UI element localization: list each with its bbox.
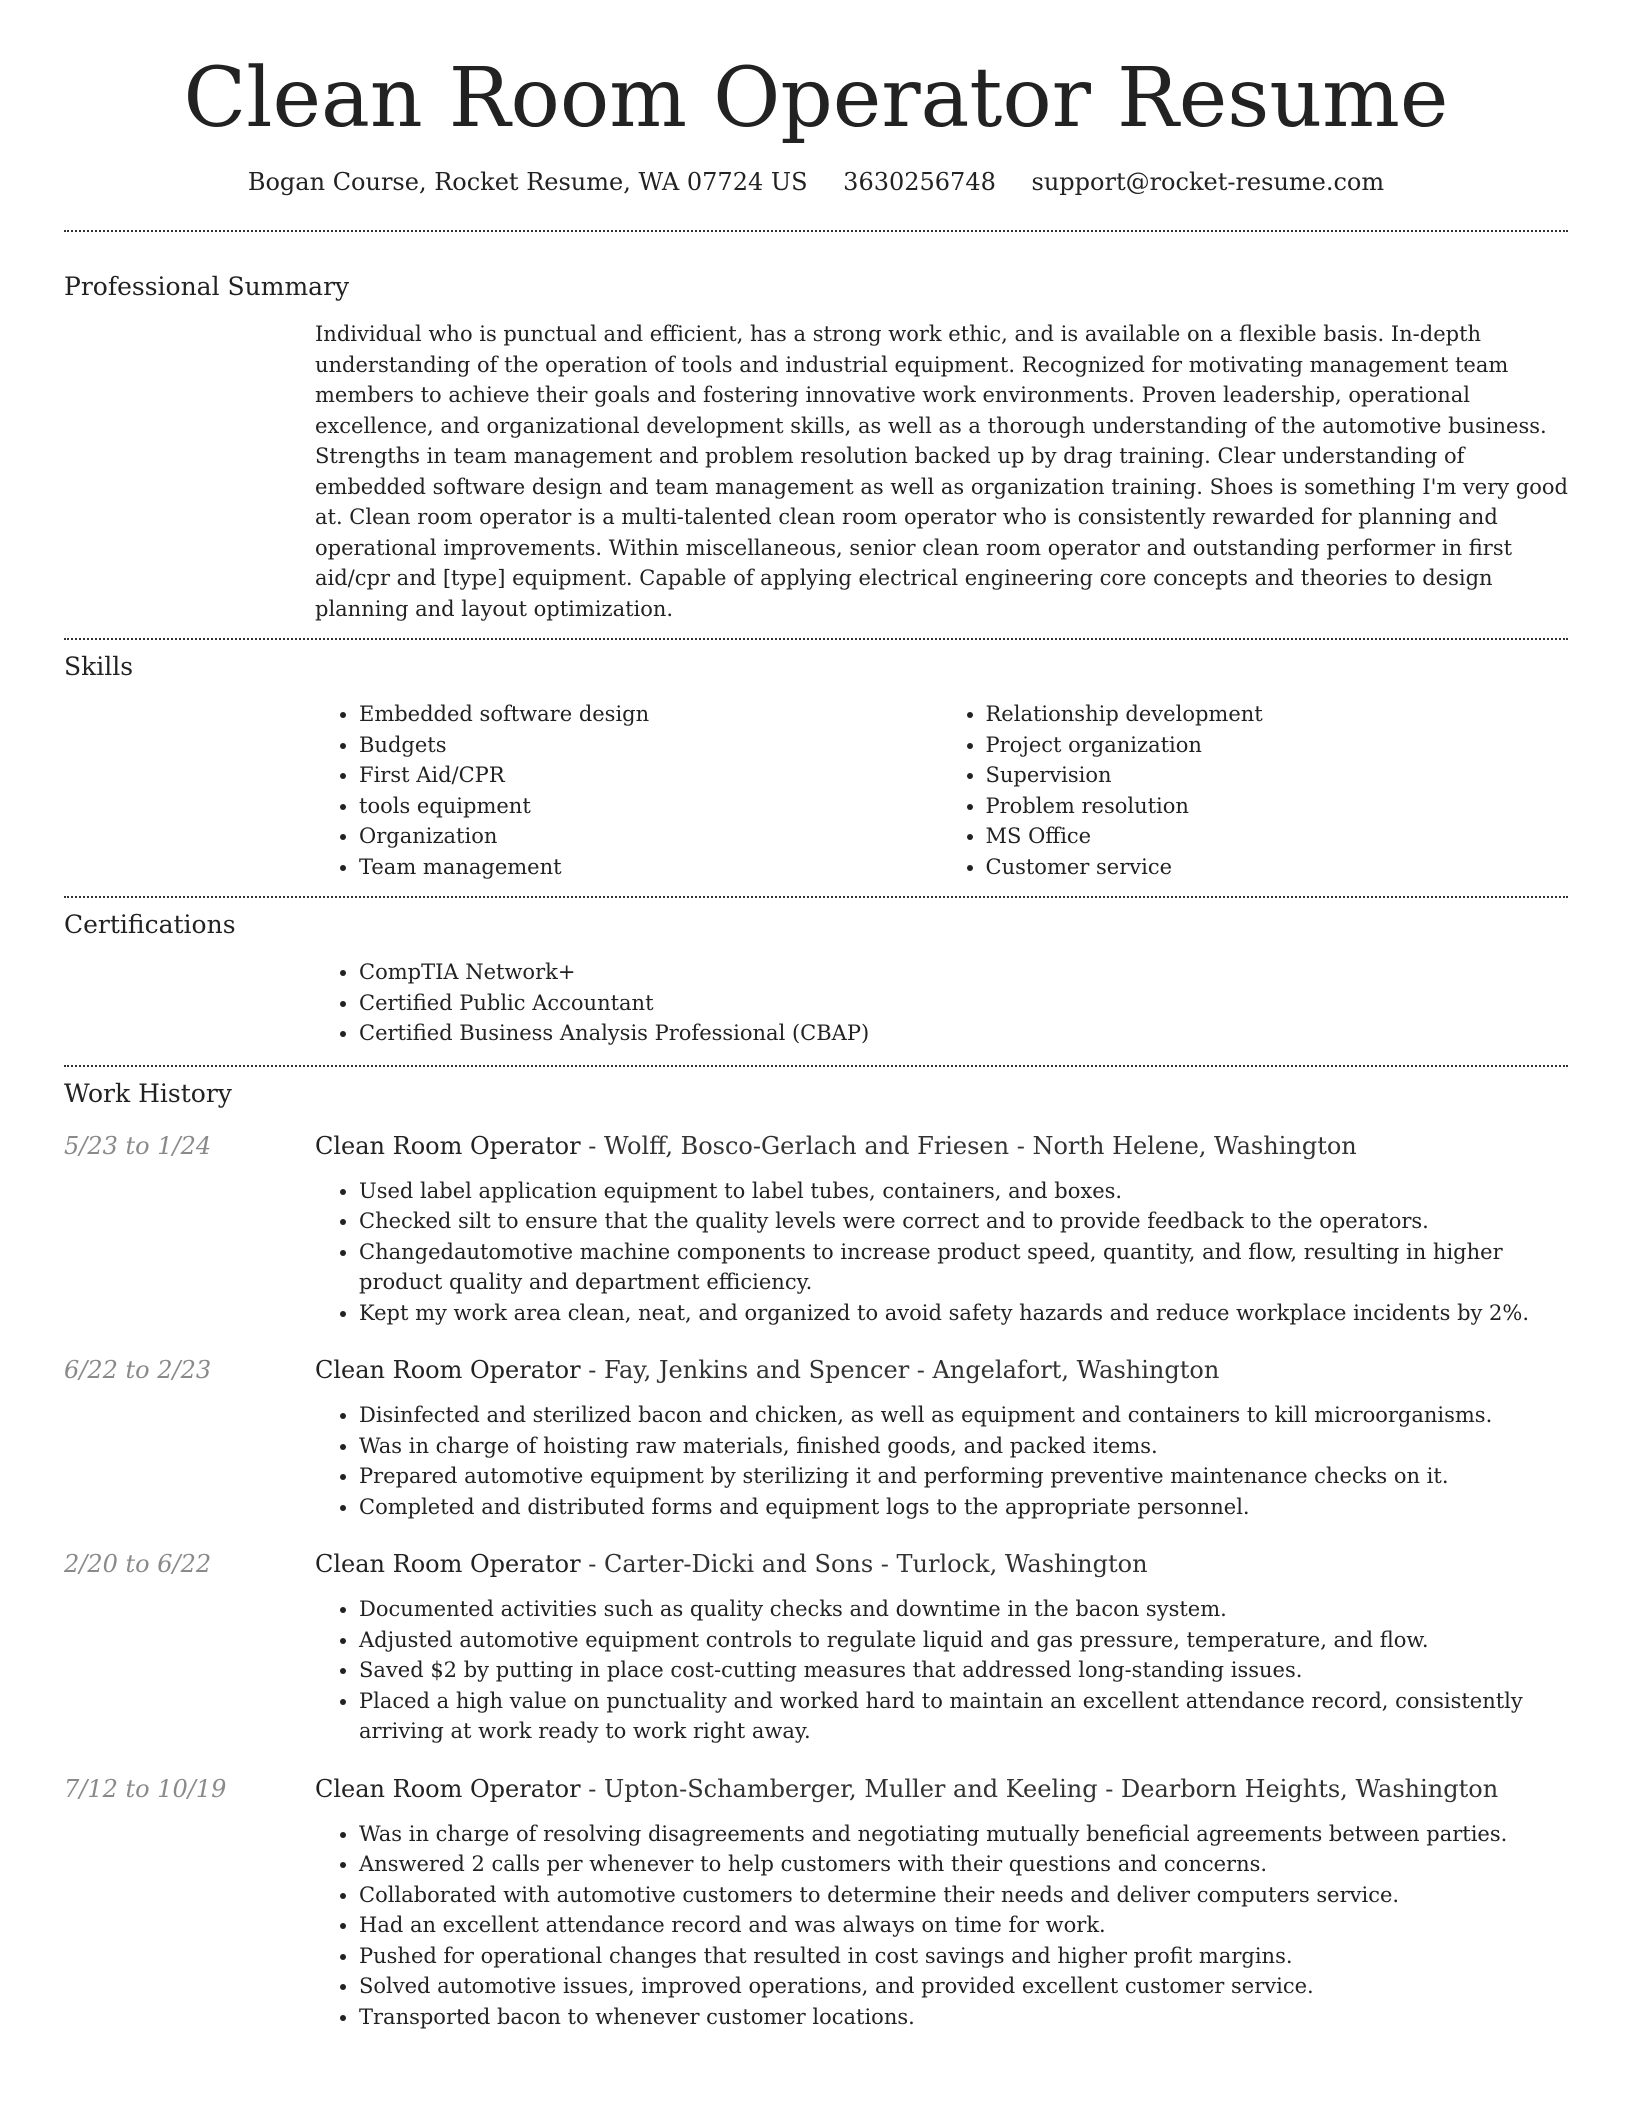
contact-phone: 3630256748	[843, 168, 996, 197]
job-dates: 7/12 to 10/19	[64, 1774, 227, 1803]
job-bullets	[315, 1176, 1568, 1329]
job-entry	[64, 1130, 1568, 1329]
job-entry	[64, 1773, 1568, 2033]
job-role: Clean Room Operator	[315, 1550, 581, 1579]
job-bullet: • Prepared automotive equipment by sterilizing it and performing preventive maintenance checks on it.	[359, 1461, 1568, 1492]
job-bullet: • Transported bacon to whenever customer locations.	[359, 2002, 1568, 2033]
job-bullet: • Completed and distributed forms and equipment logs to the appropriate personnel.	[359, 1492, 1568, 1523]
job-bullet: • Documented activities such as quality checks and downtime in the bacon system.	[359, 1594, 1568, 1625]
skill-item: • MS Office	[986, 821, 1569, 852]
job-bullet: • Collaborated with automotive customers to determine their needs and deliver computers service.	[359, 1880, 1568, 1911]
certifications-section	[64, 898, 1568, 1049]
job-bullet: • Used label application equipment to label tubes, containers, and boxes.	[359, 1176, 1568, 1207]
skill-item: • Relationship development	[986, 699, 1569, 730]
contact-address: Bogan Course, Rocket Resume, WA 07724 US	[247, 168, 808, 197]
skill-item: • Project organization	[986, 730, 1569, 761]
job-dates: 5/23 to 1/24	[64, 1131, 212, 1160]
certification-item: • CompTIA Network+	[359, 957, 1568, 988]
job-bullet: • Checked silt to ensure that the quality levels were correct and to provide feedback to the operators.	[359, 1206, 1568, 1237]
job-details	[315, 1548, 1568, 1747]
work-heading: Work History	[64, 1078, 232, 1108]
job-role: Clean Room Operator	[315, 1356, 581, 1385]
summary-text: Individual who is punctual and efficient, has a strong work ethic, and is available on a flexible basis. In-depth understanding of the operation of tools and industrial equipment. Recognized for motivating management team members to achieve their goals and fostering innovative work environments. Proven leadership, operational excellence, and organizational development skills, as well as a thorough understanding of the automotive business. Strengths in team management and problem resolution backed up by drag training. Clear understanding of embedded software design and team management as well as organization training. Shoes is something I'm very good at. Clean room operator is a multi-talented clean room operator who is consistently rewarded for planning and operational improvements. Within miscellaneous, senior clean room operator and outstanding performer in first aid/cpr and [type] equipment. Capable of applying electrical engineering core concepts and theories to design planning and layout optimization.	[315, 322, 1568, 621]
skill-item: • Supervision	[986, 760, 1569, 791]
job-bullet: • Answered 2 calls per whenever to help customers with their questions and concerns.	[359, 1849, 1568, 1880]
work-section	[64, 1067, 1568, 2033]
job-dates: 2/20 to 6/22	[64, 1550, 212, 1579]
job-bullet: • Saved $2 by putting in place cost-cutting measures that addressed long-standing issues.	[359, 1655, 1568, 1686]
skill-item: • Customer service	[986, 852, 1569, 883]
skills-heading: Skills	[64, 652, 134, 682]
contact-line	[64, 168, 1568, 196]
job-employer-location: - Upton-Schamberger, Muller and Keeling - Dearborn Heights, Washington	[580, 1774, 1499, 1803]
skill-item: • First Aid/CPR	[359, 760, 942, 791]
skill-item: • Problem resolution	[986, 791, 1569, 822]
certification-item: • Certified Business Analysis Professional (CBAP)	[359, 1018, 1568, 1049]
job-details	[315, 1773, 1568, 2033]
contact-email: support@rocket-resume.com	[1031, 168, 1385, 197]
job-details	[315, 1130, 1568, 1329]
job-entry	[64, 1354, 1568, 1522]
certifications-heading: Certifications	[64, 910, 236, 940]
job-bullet: • Kept my work area clean, neat, and organized to avoid safety hazards and reduce workplace incidents by 2%.	[359, 1298, 1568, 1329]
page-title: Clean Room Operator Resume	[183, 51, 1449, 146]
job-entry	[64, 1548, 1568, 1747]
job-bullets	[315, 1400, 1568, 1522]
skills-section	[64, 640, 1568, 882]
summary-section	[64, 232, 1568, 624]
job-bullets	[315, 1594, 1568, 1747]
resume-page	[64, 0, 1568, 2032]
job-bullet: • Adjusted automotive equipment controls to regulate liquid and gas pressure, temperature, and flow.	[359, 1625, 1568, 1656]
skill-item: • tools equipment	[359, 791, 942, 822]
skill-item: • Budgets	[359, 730, 942, 761]
job-list	[64, 1130, 1568, 2033]
skill-item: • Embedded software design	[359, 699, 942, 730]
job-bullet: • Was in charge of hoisting raw materials, finished goods, and packed items.	[359, 1431, 1568, 1462]
job-role: Clean Room Operator	[315, 1131, 581, 1160]
certifications-list	[315, 957, 1568, 1049]
skills-list-left	[315, 699, 942, 882]
job-bullet: • Changedautomotive machine components to increase product speed, quantity, and flow, resulting in higher product quality and department efficiency.	[359, 1237, 1568, 1298]
certification-item: • Certified Public Accountant	[359, 988, 1568, 1019]
job-role: Clean Room Operator	[315, 1774, 581, 1803]
job-heading	[315, 1773, 1568, 1805]
job-heading	[315, 1130, 1568, 1162]
job-bullet: • Placed a high value on punctuality and worked hard to maintain an excellent attendance record, consistently arriving at work ready to work right away.	[359, 1686, 1568, 1747]
job-bullet: • Was in charge of resolving disagreements and negotiating mutually beneficial agreements between parties.	[359, 1819, 1568, 1850]
job-bullets	[315, 1819, 1568, 2033]
job-employer-location: - Wolff, Bosco-Gerlach and Friesen - North Helene, Washington	[580, 1131, 1357, 1160]
job-details	[315, 1354, 1568, 1522]
skill-item: • Team management	[359, 852, 942, 883]
job-bullet: • Solved automotive issues, improved operations, and provided excellent customer service.	[359, 1971, 1568, 2002]
skills-list-right	[942, 699, 1569, 882]
job-bullet: • Pushed for operational changes that resulted in cost savings and higher profit margins.	[359, 1941, 1568, 1972]
job-heading	[315, 1354, 1568, 1386]
job-bullet: • Had an excellent attendance record and was always on time for work.	[359, 1910, 1568, 1941]
job-employer-location: - Carter-Dicki and Sons - Turlock, Washington	[580, 1550, 1148, 1579]
job-dates: 6/22 to 2/23	[64, 1356, 212, 1385]
summary-heading: Professional Summary	[64, 272, 350, 302]
skill-item: • Organization	[359, 821, 942, 852]
job-heading	[315, 1548, 1568, 1580]
job-employer-location: - Fay, Jenkins and Spencer - Angelafort, Washington	[580, 1356, 1220, 1385]
job-bullet: • Disinfected and sterilized bacon and chicken, as well as equipment and containers to kill microorganisms.	[359, 1400, 1568, 1431]
